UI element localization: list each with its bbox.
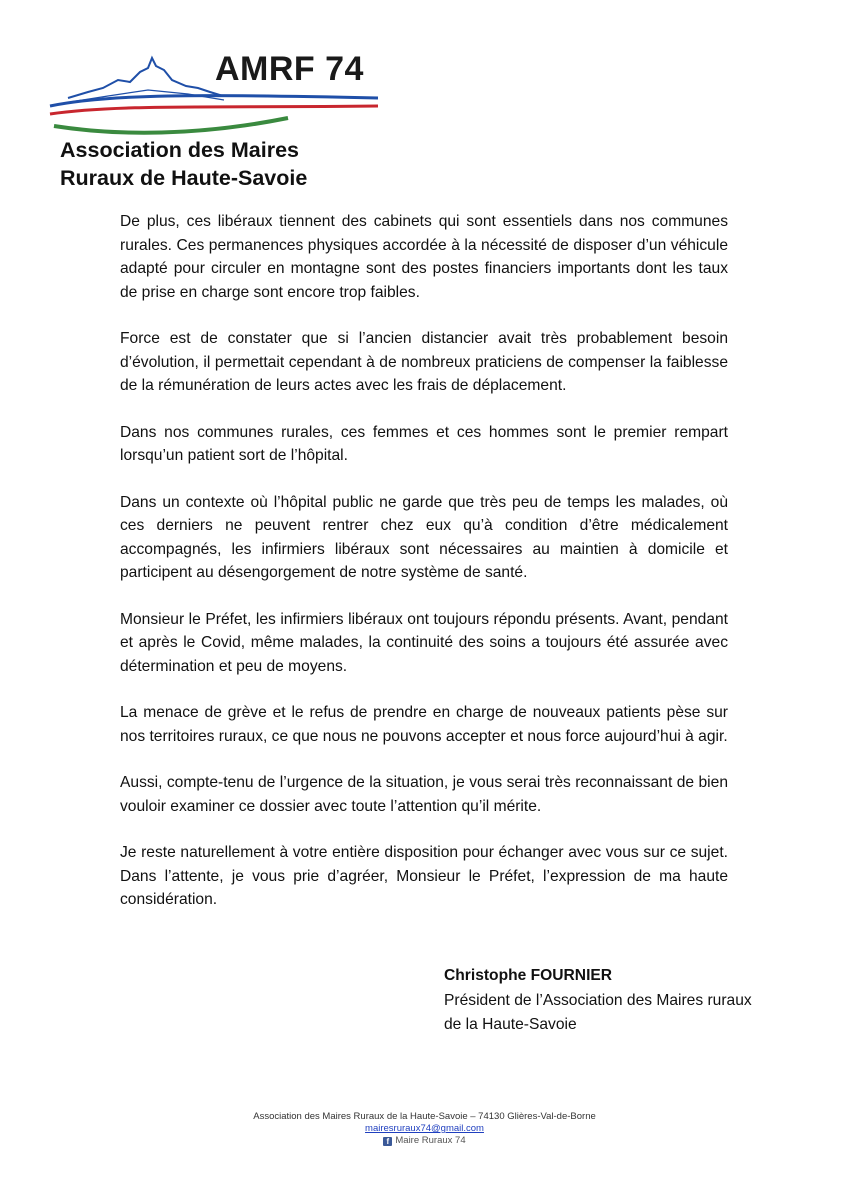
paragraph: De plus, ces libéraux tiennent des cabinets qui sont essentiels dans nos communes rurales. Ces permanences physiques accordée à la nécessité de disposer d’un véhicule adapté pour circuler en montagne sont des postes financiers importants dont les taux de prise en charge sont encore trop faibles.: [120, 213, 728, 301]
logo: [48, 40, 388, 140]
organization-name-line2: Ruraux de Haute-Savoie: [60, 166, 308, 190]
logo-name: AMRF 74: [215, 50, 364, 88]
paragraph: Aussi, compte-tenu de l’urgence de la situation, je vous serai très reconnaissant de bien vouloir examiner ce dossier avec toute l’attention qu’il mérite.: [120, 774, 728, 815]
red-swoosh: [50, 106, 378, 114]
footer-email-link[interactable]: mairesruraux74@gmail.com: [365, 1123, 484, 1134]
paragraph: Dans nos communes rurales, ces femmes et ces hommes sont le premier rempart lorsqu’un patient sort de l’hôpital.: [120, 423, 728, 464]
paragraph: Monsieur le Préfet, les infirmiers libéraux ont toujours répondu présents. Avant, pendant et après le Covid, même malades, la continuité des soins a toujours été assurée avec détermination et peu de moyens.: [120, 610, 728, 675]
organization-name: [60, 136, 307, 192]
facebook-icon: f: [383, 1137, 392, 1146]
footer-facebook-label: Maire Ruraux 74: [395, 1135, 466, 1146]
footer: [0, 1111, 849, 1148]
signature-block: [444, 964, 752, 1038]
paragraph: Dans un contexte où l’hôpital public ne garde que très peu de temps les malades, où ces derniers ne peuvent rentrer chez eux qu’à condition d’être médicalement accompagnés, les infirmiers libéraux sont nécessaires au maintien à domicile et participent au désengorgement de notre système de santé.: [120, 493, 728, 581]
signatory-title-line1: Président de l’Association des Maires ruraux: [444, 991, 752, 1009]
green-swoosh: [54, 118, 288, 133]
paragraph: La menace de grève et le refus de prendre en charge de nouveaux patients pèse sur nos territoires ruraux, ce que nous ne pouvons accepter et nous force aujourd’hui à agir.: [120, 704, 728, 745]
signatory-title-line2: de la Haute-Savoie: [444, 1016, 577, 1033]
footer-address: Association des Maires Ruraux de la Haute-Savoie – 74130 Glières-Val-de-Borne: [253, 1111, 596, 1122]
paragraph: Force est de constater que si l’ancien distancier avait très probablement besoin d’évolution, il permettait cependant à de nombreux praticiens de compenser la faiblesse de la rémunération de leurs actes avec les frais de déplacement.: [120, 330, 728, 394]
mountain-outline: [68, 58, 223, 98]
letter-body: [120, 210, 728, 935]
footer-facebook-link[interactable]: [383, 1135, 465, 1147]
signatory-name: Christophe FOURNIER: [444, 967, 613, 984]
organization-name-line1: Association des Maires: [60, 138, 299, 162]
paragraph: Je reste naturellement à votre entière disposition pour échanger avec vous sur ce sujet. Dans l’attente, je vous prie d’agréer, Monsieur le Préfet, l’expression de ma haute considération.: [120, 844, 728, 908]
